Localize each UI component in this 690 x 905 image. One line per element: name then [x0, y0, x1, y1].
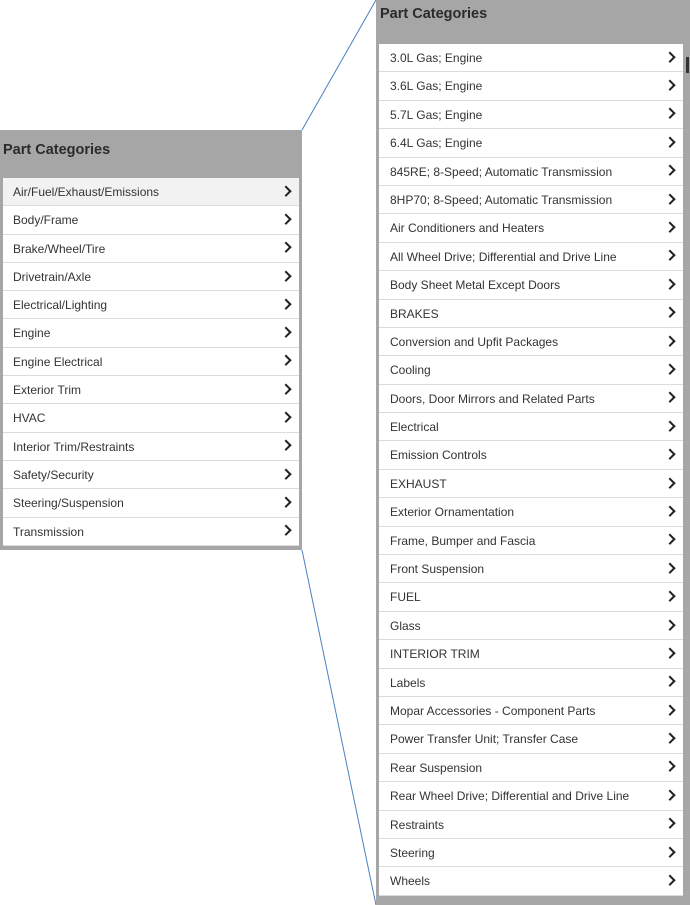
right-category-item[interactable] — [379, 498, 683, 526]
chevron-right-icon — [280, 525, 291, 536]
left-category-list — [3, 178, 299, 546]
category-label: Cooling — [390, 363, 431, 378]
category-label: Exterior Ornamentation — [390, 505, 515, 520]
left-category-item[interactable] — [3, 348, 299, 376]
chevron-right-icon — [280, 298, 291, 309]
category-label: Emission Controls — [390, 448, 487, 463]
chevron-right-icon — [664, 108, 675, 119]
category-label: Exterior Trim — [13, 383, 82, 398]
left-part-categories-panel — [0, 130, 302, 550]
category-label: Steering — [390, 845, 435, 860]
right-category-item[interactable] — [379, 44, 683, 72]
category-label: Electrical/Lighting — [13, 298, 108, 313]
left-category-item[interactable] — [3, 319, 299, 347]
chevron-right-icon — [664, 647, 675, 658]
right-category-item[interactable] — [379, 129, 683, 157]
left-category-item[interactable] — [3, 404, 299, 432]
category-label: Engine Electrical — [13, 354, 103, 369]
right-category-item[interactable] — [379, 867, 683, 895]
chevron-right-icon — [280, 213, 291, 224]
category-label: Transmission — [13, 524, 84, 539]
category-label: EXHAUST — [390, 476, 447, 491]
category-label: Glass — [390, 618, 421, 633]
category-label: Wheels — [390, 874, 431, 889]
chevron-right-icon — [664, 875, 675, 886]
left-category-item[interactable] — [3, 489, 299, 517]
chevron-right-icon — [664, 222, 675, 233]
right-category-item[interactable] — [379, 754, 683, 782]
chevron-right-icon — [280, 355, 291, 366]
chevron-right-icon — [280, 383, 291, 394]
callout-line-bottom — [302, 550, 376, 905]
category-label: Steering/Suspension — [13, 496, 124, 511]
category-label: Body Sheet Metal Except Doors — [390, 278, 561, 293]
chevron-right-icon — [280, 440, 291, 451]
right-category-item[interactable] — [379, 413, 683, 441]
left-category-item[interactable] — [3, 518, 299, 546]
category-label: INTERIOR TRIM — [390, 647, 480, 662]
chevron-right-icon — [664, 505, 675, 516]
left-category-item[interactable] — [3, 433, 299, 461]
category-label: BRAKES — [390, 306, 439, 321]
category-label: HVAC — [13, 411, 46, 426]
right-category-item[interactable] — [379, 72, 683, 100]
callout-line-top — [302, 0, 376, 130]
category-label: Doors, Door Mirrors and Related Parts — [390, 391, 595, 406]
category-label: Labels — [390, 675, 426, 690]
chevron-right-icon — [664, 818, 675, 829]
right-category-item[interactable] — [379, 101, 683, 129]
chevron-right-icon — [664, 761, 675, 772]
left-category-item[interactable] — [3, 291, 299, 319]
category-label: 6.4L Gas; Engine — [390, 136, 483, 151]
chevron-right-icon — [664, 449, 675, 460]
chevron-right-icon — [280, 270, 291, 281]
chevron-right-icon — [280, 327, 291, 338]
right-category-item[interactable] — [379, 158, 683, 186]
right-category-item[interactable] — [379, 583, 683, 611]
chevron-right-icon — [664, 420, 675, 431]
chevron-right-icon — [280, 496, 291, 507]
category-label: Air/Fuel/Exhaust/Emissions — [13, 185, 160, 199]
chevron-right-icon — [664, 562, 675, 573]
chevron-right-icon — [664, 846, 675, 857]
left-category-item[interactable] — [3, 376, 299, 404]
category-label: 5.7L Gas; Engine — [390, 107, 483, 122]
category-label: Frame, Bumper and Fascia — [390, 533, 536, 548]
chevron-right-icon — [664, 704, 675, 715]
left-category-item[interactable] — [3, 178, 299, 206]
right-category-item[interactable] — [379, 300, 683, 328]
right-category-item[interactable] — [379, 839, 683, 867]
chevron-right-icon — [664, 335, 675, 346]
right-category-item[interactable] — [379, 725, 683, 753]
left-category-item[interactable] — [3, 263, 299, 291]
left-panel-title: Part Categories — [3, 142, 111, 158]
right-panel-title: Part Categories — [380, 6, 488, 22]
right-category-item[interactable] — [379, 271, 683, 299]
right-part-categories-panel — [376, 0, 690, 905]
chevron-right-icon — [280, 468, 291, 479]
right-category-item[interactable] — [379, 555, 683, 583]
category-label: Mopar Accessories - Component Parts — [390, 703, 596, 718]
right-category-item[interactable] — [379, 385, 683, 413]
chevron-right-icon — [664, 676, 675, 687]
category-label: Rear Wheel Drive; Differential and Drive Line — [390, 789, 630, 804]
chevron-right-icon — [664, 80, 675, 91]
category-label: 8HP70; 8-Speed; Automatic Transmission — [390, 192, 613, 207]
right-category-item[interactable] — [379, 612, 683, 640]
category-label: FUEL — [390, 590, 421, 605]
cropped-edge-glyph — [686, 57, 689, 73]
category-label: Power Transfer Unit; Transfer Case — [390, 732, 579, 747]
right-category-item[interactable] — [379, 356, 683, 384]
right-category-list — [379, 44, 683, 896]
left-category-item[interactable] — [3, 461, 299, 489]
left-category-item[interactable] — [3, 206, 299, 234]
chevron-right-icon — [664, 250, 675, 261]
right-category-item[interactable] — [379, 441, 683, 469]
category-label: Drivetrain/Axle — [13, 269, 92, 284]
category-label: Brake/Wheel/Tire — [13, 241, 106, 256]
chevron-right-icon — [664, 534, 675, 545]
chevron-right-icon — [664, 619, 675, 630]
chevron-right-icon — [664, 733, 675, 744]
chevron-right-icon — [280, 242, 291, 253]
right-category-item[interactable] — [379, 186, 683, 214]
category-label: Engine — [13, 326, 51, 341]
chevron-right-icon — [664, 364, 675, 375]
category-label: Restraints — [390, 817, 445, 832]
chevron-right-icon — [664, 165, 675, 176]
chevron-right-icon — [664, 51, 675, 62]
right-category-item[interactable] — [379, 328, 683, 356]
chevron-right-icon — [664, 307, 675, 318]
right-category-item[interactable] — [379, 811, 683, 839]
right-category-item[interactable] — [379, 527, 683, 555]
right-category-item[interactable] — [379, 470, 683, 498]
right-category-item[interactable] — [379, 243, 683, 271]
chevron-right-icon — [280, 185, 291, 196]
chevron-right-icon — [664, 392, 675, 403]
left-category-item[interactable] — [3, 235, 299, 263]
chevron-right-icon — [664, 591, 675, 602]
category-label: All Wheel Drive; Differential and Drive Line — [390, 249, 617, 264]
category-label: 3.0L Gas; Engine — [390, 51, 483, 65]
category-label: Safety/Security — [13, 467, 94, 482]
right-category-item[interactable] — [379, 697, 683, 725]
chevron-right-icon — [664, 193, 675, 204]
category-label: Body/Frame — [13, 213, 79, 228]
right-category-item[interactable] — [379, 640, 683, 668]
category-label: Front Suspension — [390, 562, 485, 577]
chevron-right-icon — [664, 789, 675, 800]
category-label: 3.6L Gas; Engine — [390, 79, 483, 94]
right-category-item[interactable] — [379, 214, 683, 242]
category-label: Conversion and Upfit Packages — [390, 334, 559, 349]
right-category-item[interactable] — [379, 669, 683, 697]
chevron-right-icon — [664, 477, 675, 488]
chevron-right-icon — [664, 136, 675, 147]
category-label: 845RE; 8-Speed; Automatic Transmission — [390, 164, 613, 179]
chevron-right-icon — [280, 412, 291, 423]
right-category-item[interactable] — [379, 782, 683, 810]
category-label: Rear Suspension — [390, 760, 483, 775]
category-label: Air Conditioners and Heaters — [390, 221, 545, 236]
chevron-right-icon — [664, 278, 675, 289]
category-label: Electrical — [390, 420, 439, 435]
category-label: Interior Trim/Restraints — [13, 439, 135, 454]
